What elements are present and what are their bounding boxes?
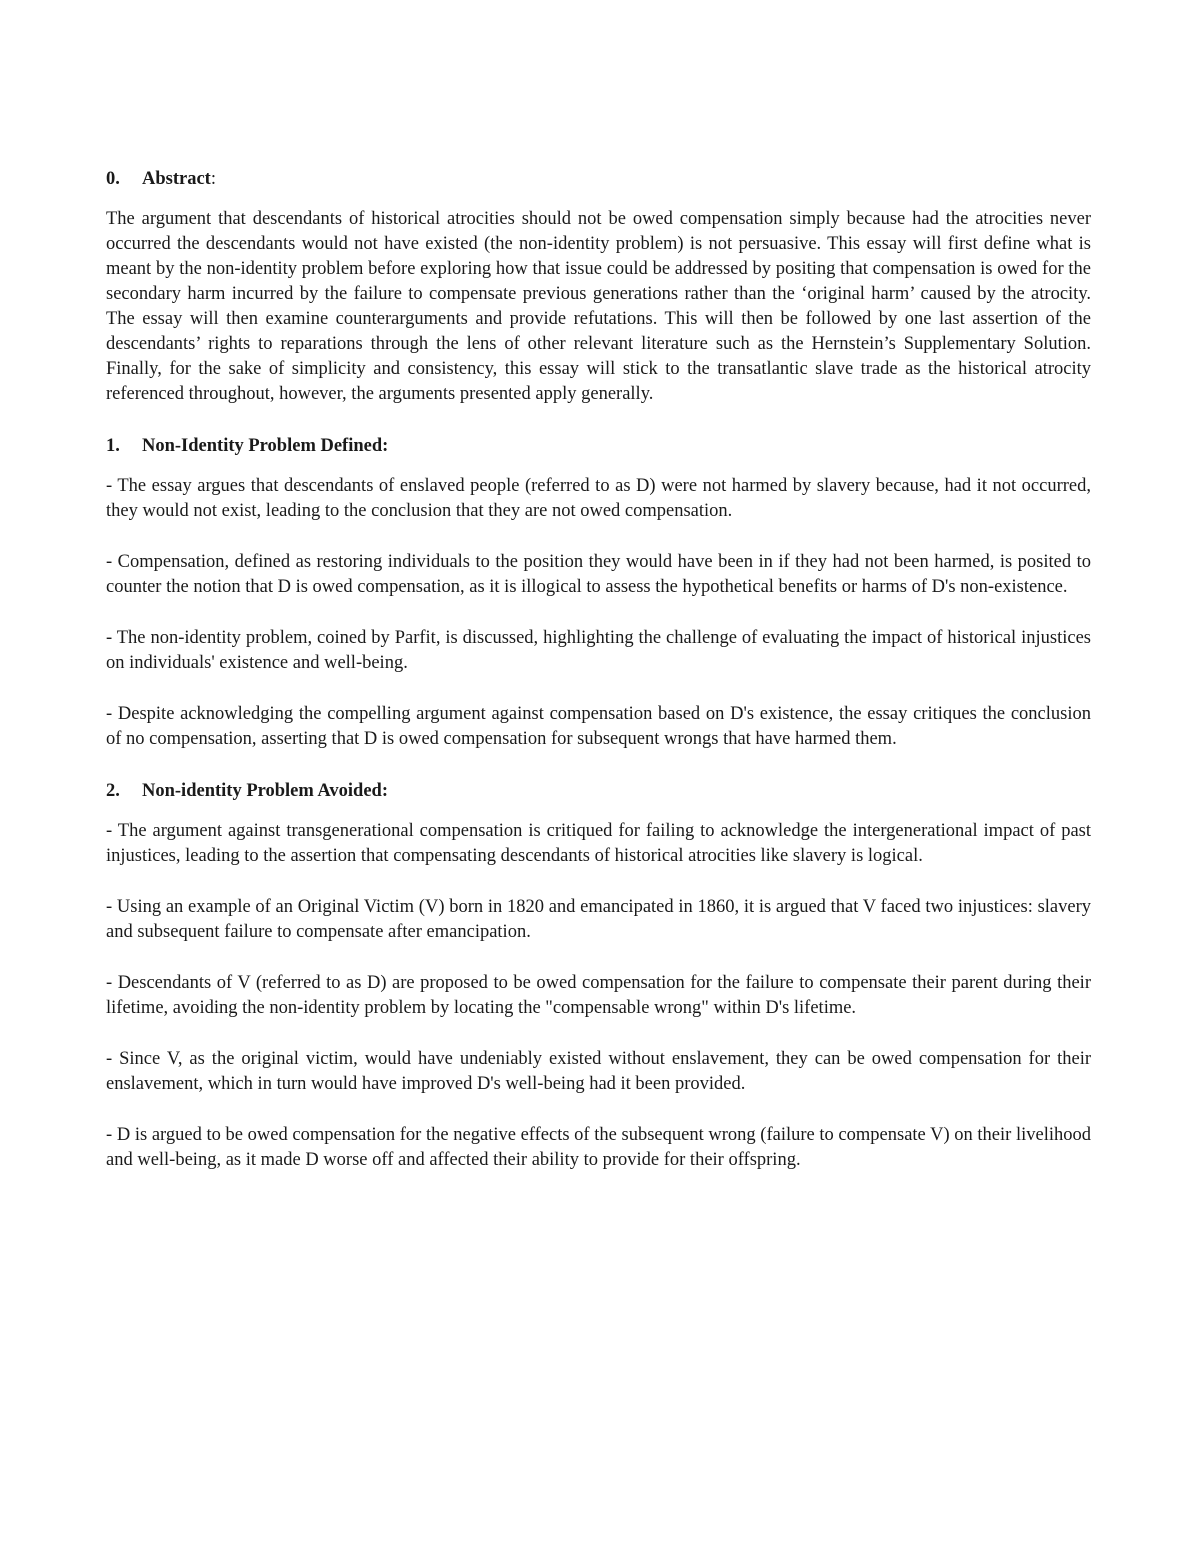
abstract-heading — [106, 166, 1091, 193]
section-1-number: 1. — [106, 436, 120, 456]
section-1-colon: : — [382, 436, 389, 456]
abstract-title: Abstract — [142, 169, 211, 189]
section-1-heading — [106, 433, 1091, 460]
abstract-body: The argument that descendants of historical atrocities should not be owed compensation simply because had the atrocities never occurred the descendants would not have existed (the non-identity problem) is not persuasive. This essay will first define what is meant by the non-identity problem before exploring how that issue could be addressed by positing that compensation is owed for the secondary harm incurred by the failure to compensate previous generations rather than the ‘original harm’ caused by the atrocity. The essay will then examine counterarguments and provide refutations. This will then be followed by one last assertion of the descendants’ rights to reparations through the lens of other relevant literature such as the Hernstein’s Supplementary Solution. Finally, for the sake of simplicity and consistency, this essay will stick to the transatlantic slave trade as the historical atrocity referenced throughout, however, the arguments presented apply generally. — [106, 209, 1091, 404]
section-1-paragraph: - Despite acknowledging the compelling argument against compensation based on D's existence, the essay critiques the conclusion of no compensation, asserting that D is owed compensation for subsequent wrongs that have harmed them. — [106, 704, 1091, 749]
section-2-paragraph: - Since V, as the original victim, would have undeniably existed without enslavement, they can be owed compensation for their enslavement, which in turn would have improved D's well-being had it been provided. — [106, 1049, 1091, 1094]
section-2-colon: : — [381, 781, 388, 801]
document-page — [106, 166, 1091, 1199]
section-2-title: Non-identity Problem Avoided — [142, 781, 382, 801]
section-1-paragraph: - Compensation, defined as restoring individuals to the position they would have been in if they had not been harmed, is posited to counter the notion that D is owed compensation, as it is illogical to assess the hypothetical benefits or harms of D's non-existence. — [106, 552, 1091, 597]
section-2-paragraph: - D is argued to be owed compensation for the negative effects of the subsequent wrong (failure to compensate V) on their livelihood and well-being, as it made D worse off and affected their ability to provide for their offspring. — [106, 1125, 1091, 1170]
section-2-paragraph: - Descendants of V (referred to as D) are proposed to be owed compensation for the failure to compensate their parent during their lifetime, avoiding the non-identity problem by locating the "compensable wrong" within D's lifetime. — [106, 973, 1091, 1018]
section-1-paragraph: - The non-identity problem, coined by Parfit, is discussed, highlighting the challenge of evaluating the impact of historical injustices on individuals' existence and well-being. — [106, 628, 1091, 673]
section-2-paragraph: - The argument against transgenerational compensation is critiqued for failing to acknowledge the intergenerational impact of past injustices, leading to the assertion that compensating descendants of historical atrocities like slavery is logical. — [106, 821, 1091, 866]
abstract-number: 0. — [106, 169, 120, 189]
section-2-paragraph: - Using an example of an Original Victim (V) born in 1820 and emancipated in 1860, it is argued that V faced two injustices: slavery and subsequent failure to compensate after emancipation. — [106, 897, 1091, 942]
section-2-heading — [106, 778, 1091, 805]
section-1-paragraph: - The essay argues that descendants of enslaved people (referred to as D) were not harmed by slavery because, had it not occurred, they would not exist, leading to the conclusion that they are not owed compensation. — [106, 476, 1091, 521]
abstract-colon: : — [210, 169, 216, 189]
section-1-title: Non-Identity Problem Defined — [142, 436, 383, 456]
section-2-number: 2. — [106, 781, 120, 801]
